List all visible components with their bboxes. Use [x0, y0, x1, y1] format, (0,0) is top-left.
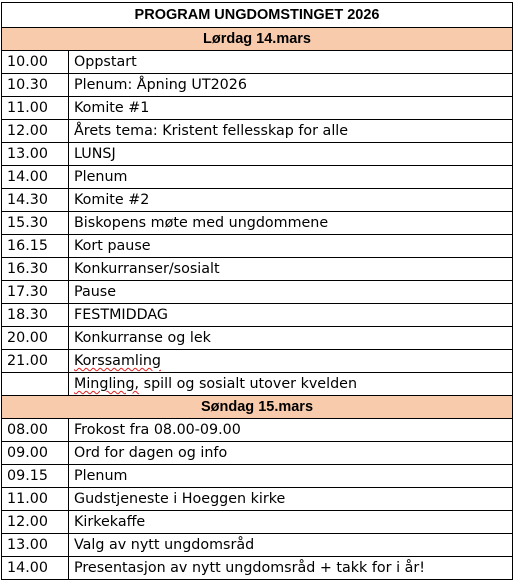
- activity-text: Frokost fra 08.00-09.00: [74, 422, 241, 438]
- activity-text: Valg av nytt ungdomsråd: [74, 537, 255, 553]
- activity-cell: [69, 97, 513, 120]
- time-cell: 20.00: [2, 327, 69, 350]
- day-header-row: [2, 28, 513, 51]
- activity-cell: [69, 120, 513, 143]
- schedule-row: [2, 442, 513, 465]
- time-cell: 08.00: [2, 419, 69, 442]
- activity-text: Korssamling: [74, 353, 161, 369]
- time-cell: [2, 373, 69, 396]
- day-header-row: [2, 396, 513, 419]
- schedule-row: [2, 258, 513, 281]
- schedule-row: [2, 166, 513, 189]
- time-cell: 15.30: [2, 212, 69, 235]
- time-cell: 10.00: [2, 51, 69, 74]
- time-cell: 21.00: [2, 350, 69, 373]
- activity-cell: [69, 74, 513, 97]
- activity-text: FESTMIDDAG: [74, 307, 168, 323]
- activity-text: Årets tema: Kristent fellesskap for alle: [74, 123, 349, 139]
- schedule-row: [2, 212, 513, 235]
- time-cell: 14.00: [2, 166, 69, 189]
- schedule-row: [2, 350, 513, 373]
- time-cell: 16.15: [2, 235, 69, 258]
- schedule-row: [2, 189, 513, 212]
- time-cell: 18.30: [2, 304, 69, 327]
- program-title: PROGRAM UNGDOMSTINGET 2026: [2, 3, 513, 28]
- activity-cell: [69, 442, 513, 465]
- time-cell: 11.00: [2, 488, 69, 511]
- activity-text: Oppstart: [74, 54, 137, 70]
- activity-text: Gudstjeneste i Hoeggen kirke: [74, 491, 286, 507]
- schedule-row: [2, 97, 513, 120]
- schedule-row: [2, 419, 513, 442]
- activity-cell: [69, 534, 513, 557]
- activity-cell: [69, 557, 513, 580]
- activity-text: Ord for dagen og info: [74, 445, 228, 461]
- schedule-row: [2, 304, 513, 327]
- activity-cell: [69, 304, 513, 327]
- activity-text: Plenum: [74, 169, 128, 185]
- time-cell: 12.00: [2, 120, 69, 143]
- schedule-row: [2, 511, 513, 534]
- activity-cell: [69, 189, 513, 212]
- activity-cell: [69, 143, 513, 166]
- schedule-row: [2, 534, 513, 557]
- title-row: [2, 3, 513, 28]
- activity-text: Konkurranser/sosialt: [74, 261, 220, 277]
- activity-text: Mingling, spill og sosialt utover kvelden: [74, 376, 358, 392]
- time-cell: 17.30: [2, 281, 69, 304]
- program-table: [1, 2, 513, 580]
- activity-cell: [69, 281, 513, 304]
- activity-text: Plenum: Åpning UT2026: [74, 77, 247, 93]
- activity-cell: [69, 373, 513, 396]
- time-cell: 16.30: [2, 258, 69, 281]
- time-cell: 10.30: [2, 74, 69, 97]
- day-heading: Søndag 15.mars: [2, 396, 513, 419]
- schedule-row: [2, 373, 513, 396]
- schedule-row: [2, 235, 513, 258]
- activity-text: Presentasjon av nytt ungdomsråd + takk for i år!: [74, 560, 425, 576]
- activity-text: Komite #1: [74, 100, 150, 116]
- schedule-row: [2, 557, 513, 580]
- activity-cell: [69, 212, 513, 235]
- activity-cell: [69, 350, 513, 373]
- schedule-row: [2, 281, 513, 304]
- time-cell: 13.00: [2, 143, 69, 166]
- schedule-row: [2, 51, 513, 74]
- activity-text: Konkurranse og lek: [74, 330, 211, 346]
- time-cell: 14.00: [2, 557, 69, 580]
- activity-text: Komite #2: [74, 192, 150, 208]
- schedule-row: [2, 74, 513, 97]
- activity-cell: [69, 51, 513, 74]
- activity-text: Plenum: [74, 468, 128, 484]
- schedule-row: [2, 327, 513, 350]
- activity-text: Pause: [74, 284, 117, 300]
- activity-cell: [69, 488, 513, 511]
- activity-text: Kort pause: [74, 238, 151, 254]
- time-cell: 14.30: [2, 189, 69, 212]
- activity-cell: [69, 419, 513, 442]
- activity-cell: [69, 258, 513, 281]
- time-cell: 11.00: [2, 97, 69, 120]
- time-cell: 09.15: [2, 465, 69, 488]
- schedule-row: [2, 120, 513, 143]
- schedule-row: [2, 465, 513, 488]
- program-body: [2, 3, 513, 580]
- activity-cell: [69, 327, 513, 350]
- activity-cell: [69, 166, 513, 189]
- schedule-row: [2, 143, 513, 166]
- activity-cell: [69, 235, 513, 258]
- activity-cell: [69, 511, 513, 534]
- activity-cell: [69, 465, 513, 488]
- time-cell: 13.00: [2, 534, 69, 557]
- schedule-row: [2, 488, 513, 511]
- time-cell: 09.00: [2, 442, 69, 465]
- activity-text: Biskopens møte med ungdommene: [74, 215, 329, 231]
- time-cell: 12.00: [2, 511, 69, 534]
- day-heading: Lørdag 14.mars: [2, 28, 513, 51]
- activity-text: LUNSJ: [74, 146, 116, 162]
- activity-text: Kirkekaffe: [74, 514, 146, 530]
